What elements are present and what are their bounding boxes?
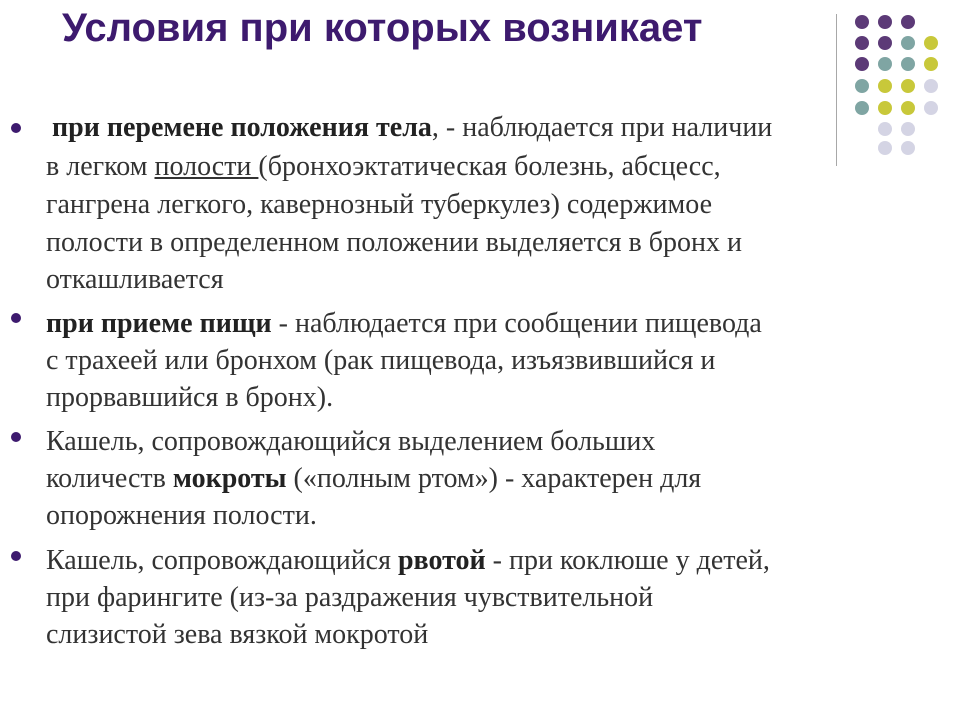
decorative-dot <box>855 101 869 115</box>
bullet-3-line-1: Кашель, сопровождающийся выделением больших <box>46 426 656 457</box>
bullet-1-line-2: в легком полости (бронхоэктатическая болезнь, абсцесс, <box>46 151 721 182</box>
bullet-4-line-2: при фарингите (из-за раздражения чувствительной <box>46 582 654 613</box>
decorative-divider-line <box>836 14 837 166</box>
bullet-2-line-2: с трахеей или бронхом (рак пищевода, изъязвившийся и <box>46 345 716 376</box>
decorative-dot <box>855 36 869 50</box>
bullet-3-line-3: опорожнения полости. <box>46 500 317 531</box>
decorative-dot <box>924 36 938 50</box>
decorative-dot <box>901 141 915 155</box>
decorative-dot <box>855 57 869 71</box>
bold-term: рвотой <box>397 545 486 576</box>
bullet-3-line-2: количеств мокроты («полным ртом») - характерен для <box>46 463 702 494</box>
bullet-4-line-3: слизистой зева вязкой мокротой <box>46 619 429 650</box>
bullet-4-line-1: Кашель, сопровождающийся рвотой - при коклюше у детей, <box>46 545 770 576</box>
bold-term: мокроты <box>172 463 287 494</box>
decorative-dot <box>901 101 915 115</box>
decorative-dot <box>901 15 915 29</box>
decorative-dot <box>878 57 892 71</box>
decorative-dot <box>901 79 915 93</box>
bold-term: при перемене положения тела <box>52 112 432 143</box>
bullet-1-line-3: гангрена легкого, кавернозный туберкулез) содержимое <box>46 189 713 220</box>
decorative-dot <box>855 79 869 93</box>
decorative-dot <box>901 57 915 71</box>
bullet-icon <box>11 551 21 561</box>
bullet-icon <box>11 313 21 323</box>
decorative-dot <box>878 36 892 50</box>
decorative-dot <box>924 79 938 93</box>
decorative-dot <box>901 122 915 136</box>
decorative-dot <box>878 15 892 29</box>
bullet-1-line-4: полости в определенном положении выделяется в бронх и <box>46 227 742 258</box>
decorative-dot <box>878 79 892 93</box>
decorative-dot <box>855 15 869 29</box>
decorative-dot <box>878 101 892 115</box>
decorative-dot <box>878 141 892 155</box>
decorative-dot <box>924 101 938 115</box>
bullet-1-line-1: при перемене положения тела, - наблюдается при наличии <box>52 112 773 143</box>
slide-title: Условия при которых возникает <box>62 6 703 50</box>
bullet-icon <box>11 123 21 133</box>
underlined-term: полости <box>154 151 259 182</box>
bullet-2-line-3: прорвавшийся в бронх). <box>46 382 334 413</box>
decorative-dot <box>924 57 938 71</box>
bullet-icon <box>11 432 21 442</box>
bullet-1-line-5: откашливается <box>46 264 224 295</box>
decorative-dot <box>901 36 915 50</box>
decorative-dot <box>878 122 892 136</box>
bullet-2-line-1: при приеме пищи - наблюдается при сообщении пищевода <box>46 308 762 339</box>
bold-term: при приеме пищи <box>46 308 272 339</box>
